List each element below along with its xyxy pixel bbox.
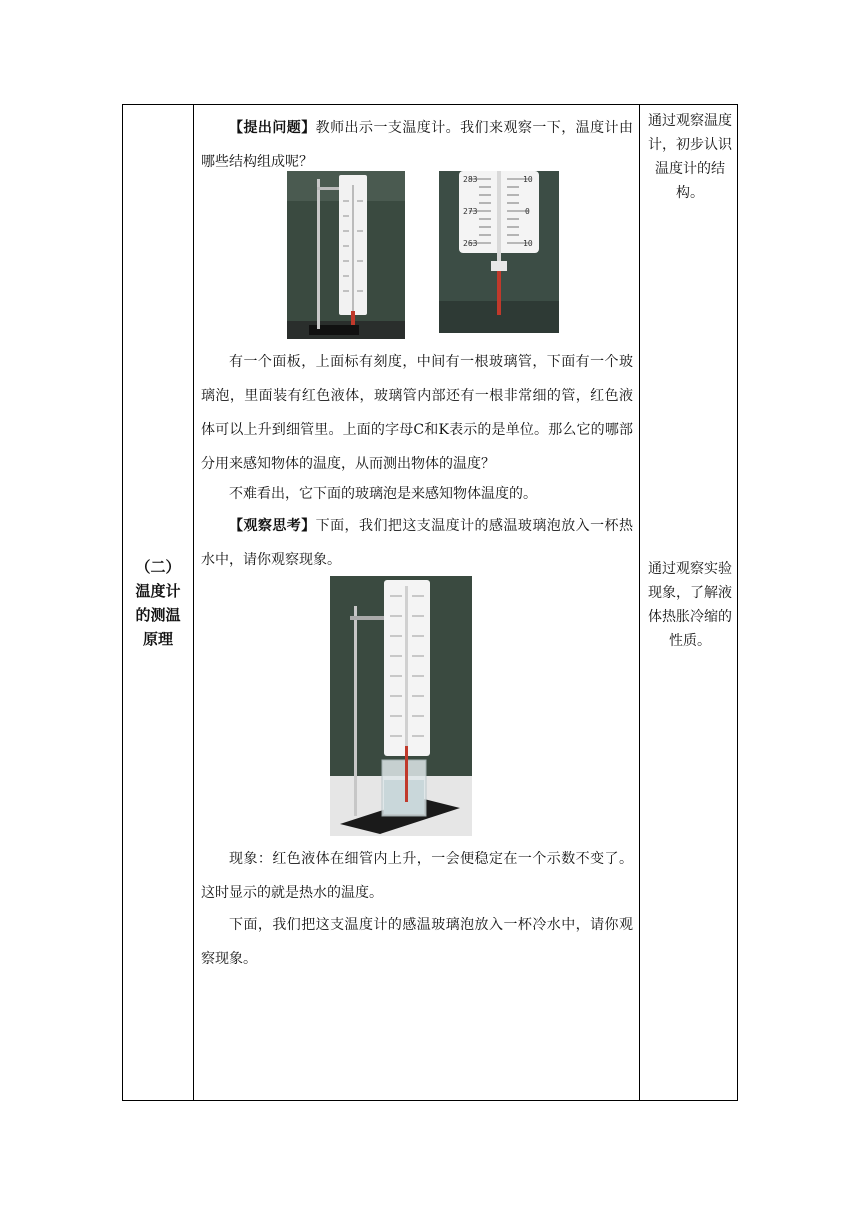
thermometer-beaker-photo xyxy=(330,576,472,836)
lesson-table xyxy=(122,104,738,1101)
paragraph-observe xyxy=(201,509,633,577)
thermometer-closeup-photo xyxy=(439,171,559,333)
paragraph-text: 下面，我们把这支温度计的感温玻璃泡放入一杯热水中，请你观察现象。 xyxy=(201,518,634,568)
tag-question: 【提出问题】 xyxy=(229,120,316,136)
section-title xyxy=(128,555,188,651)
column-divider xyxy=(193,105,194,1100)
thermometer-stand-photo xyxy=(287,171,405,339)
scale-label: 263 xyxy=(463,239,478,248)
section-title-line: 温度计 xyxy=(135,581,181,600)
section-title-line: 的测温 xyxy=(135,605,181,624)
paragraph-question xyxy=(201,111,633,179)
design-note: 通过观察实验现象，了解液体热胀冷缩的性质。 xyxy=(648,561,732,649)
section-cell xyxy=(123,105,193,1100)
paragraph-phenomenon: 现象：红色液体在细管内上升，一会便稳定在一个示数不变了。这时显示的就是热水的温度。 xyxy=(201,851,633,901)
paragraph-description: 有一个面板，上面标有刻度，中间有一根玻璃管，下面有一个玻璃泡，里面装有红色液体，玻璃管内部还有一根非常细的管，红色液体可以上升到细管里。上面的字母C和K表示的是单位。那么它的哪部分用来感知物体的温度，从而测出物体的温度？ xyxy=(201,354,633,472)
scale-label: 0 xyxy=(525,207,530,216)
paragraph-cold-water: 下面，我们把这支温度计的感温玻璃泡放入一杯冷水中，请你观察现象。 xyxy=(201,917,633,967)
section-title-line: （二） xyxy=(135,557,181,576)
paragraph-conclusion: 不难看出，它下面的玻璃泡是来感知物体温度的。 xyxy=(229,486,537,502)
paragraph-text: 教师出示一支温度计。我们来观察一下，温度计由哪些结构组成呢？ xyxy=(201,120,634,170)
column-divider xyxy=(639,105,640,1100)
scale-label: 10 xyxy=(523,239,533,248)
scale-label: 283 xyxy=(463,175,478,184)
scale-label: 273 xyxy=(463,207,478,216)
tag-observe: 【观察思考】 xyxy=(229,518,316,534)
scale-label: 10 xyxy=(523,175,533,184)
design-note: 通过观察温度计，初步认识温度计的结构。 xyxy=(648,113,732,201)
section-title-line: 原理 xyxy=(142,629,173,648)
